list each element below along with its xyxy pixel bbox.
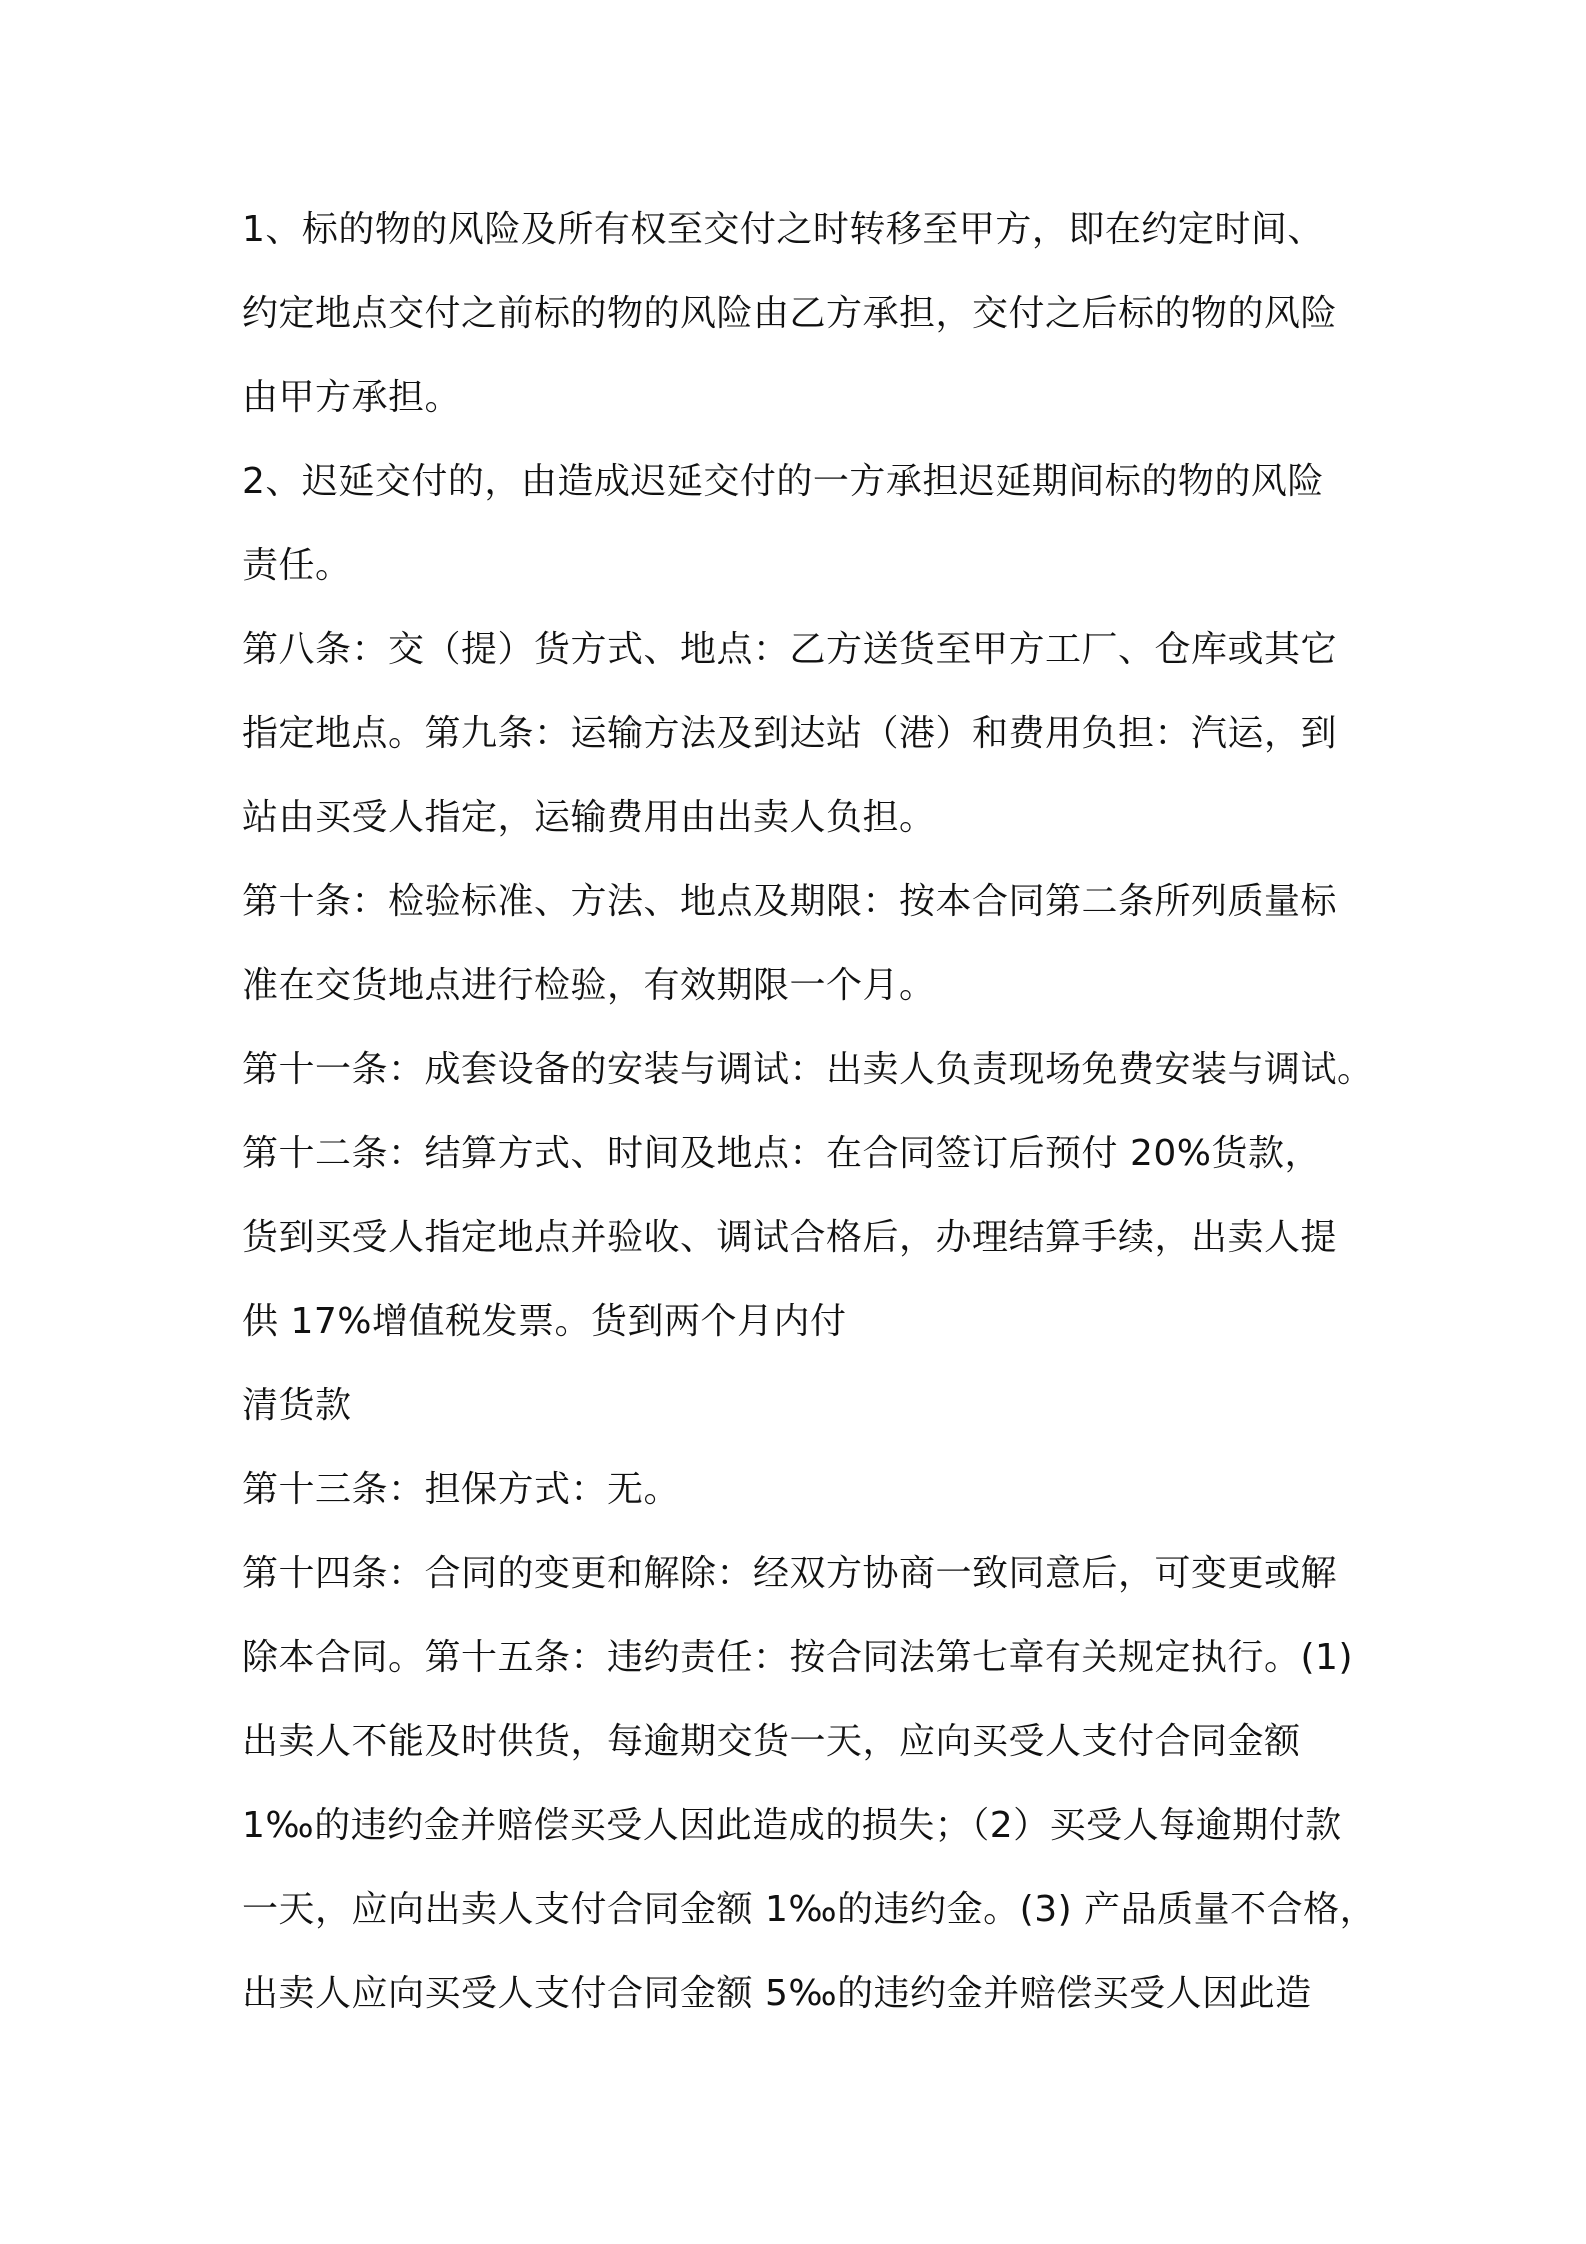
text-line-13: 货到买受人指定地点并验收、调试合格后，办理结算手续，出卖人提: [242, 1217, 1338, 1258]
text-line-18: 除本合同。第十五条：违约责任：按合同法第七章有关规定执行。(1): [242, 1637, 1353, 1678]
text-line-7: 指定地点。第九条：运输方法及到达站（港）和费用负担：汽运，到: [242, 713, 1338, 754]
text-line-12: 第十二条：结算方式、时间及地点：在合同签订后预付 20%货款，: [242, 1133, 1321, 1174]
text-line-22: 出卖人应向买受人支付合同金额 5‰的违约金并赔偿买受人因此造: [242, 1973, 1312, 2014]
text-line-10: 准在交货地点进行检验，有效期限一个月。: [242, 965, 936, 1006]
text-line-8: 站由买受人指定，运输费用由出卖人负担。: [242, 797, 936, 838]
text-line-20: 1‰的违约金并赔偿买受人因此造成的损失；（2）买受人每逾期付款: [242, 1805, 1342, 1846]
text-line-17: 第十四条：合同的变更和解除：经双方协商一致同意后，可变更或解: [242, 1553, 1338, 1594]
text-line-16: 第十三条：担保方式：无。: [242, 1469, 681, 1510]
text-line-2: 约定地点交付之前标的物的风险由乙方承担，交付之后标的物的风险: [242, 293, 1338, 334]
text-line-9: 第十条：检验标准、方法、地点及期限：按本合同第二条所列质量标: [242, 881, 1338, 922]
text-line-19: 出卖人不能及时供货，每逾期交货一天，应向买受人支付合同金额: [242, 1721, 1301, 1762]
text-line-4: 2、迟延交付的，由造成迟延交付的一方承担迟延期间标的物的风险: [242, 461, 1324, 502]
text-line-11: 第十一条：成套设备的安装与调试：出卖人负责现场免费安装与调试。: [242, 1049, 1374, 1090]
text-line-1: 1、标的物的风险及所有权至交付之时转移至甲方，即在约定时间、: [242, 209, 1324, 250]
text-line-6: 第八条：交（提）货方式、地点：乙方送货至甲方工厂、仓库或其它: [242, 629, 1338, 670]
text-line-3: 由甲方承担。: [242, 377, 462, 418]
document-body: [242, 188, 1377, 2036]
text-line-15: 清货款: [242, 1385, 352, 1426]
text-line-5: 责任。: [242, 545, 352, 586]
text-line-21: 一天，应向出卖人支付合同金额 1‰的违约金。(3) 产品质量不合格，: [242, 1889, 1377, 1930]
text-line-14: 供 17%增值税发票。货到两个月内付: [242, 1301, 847, 1342]
